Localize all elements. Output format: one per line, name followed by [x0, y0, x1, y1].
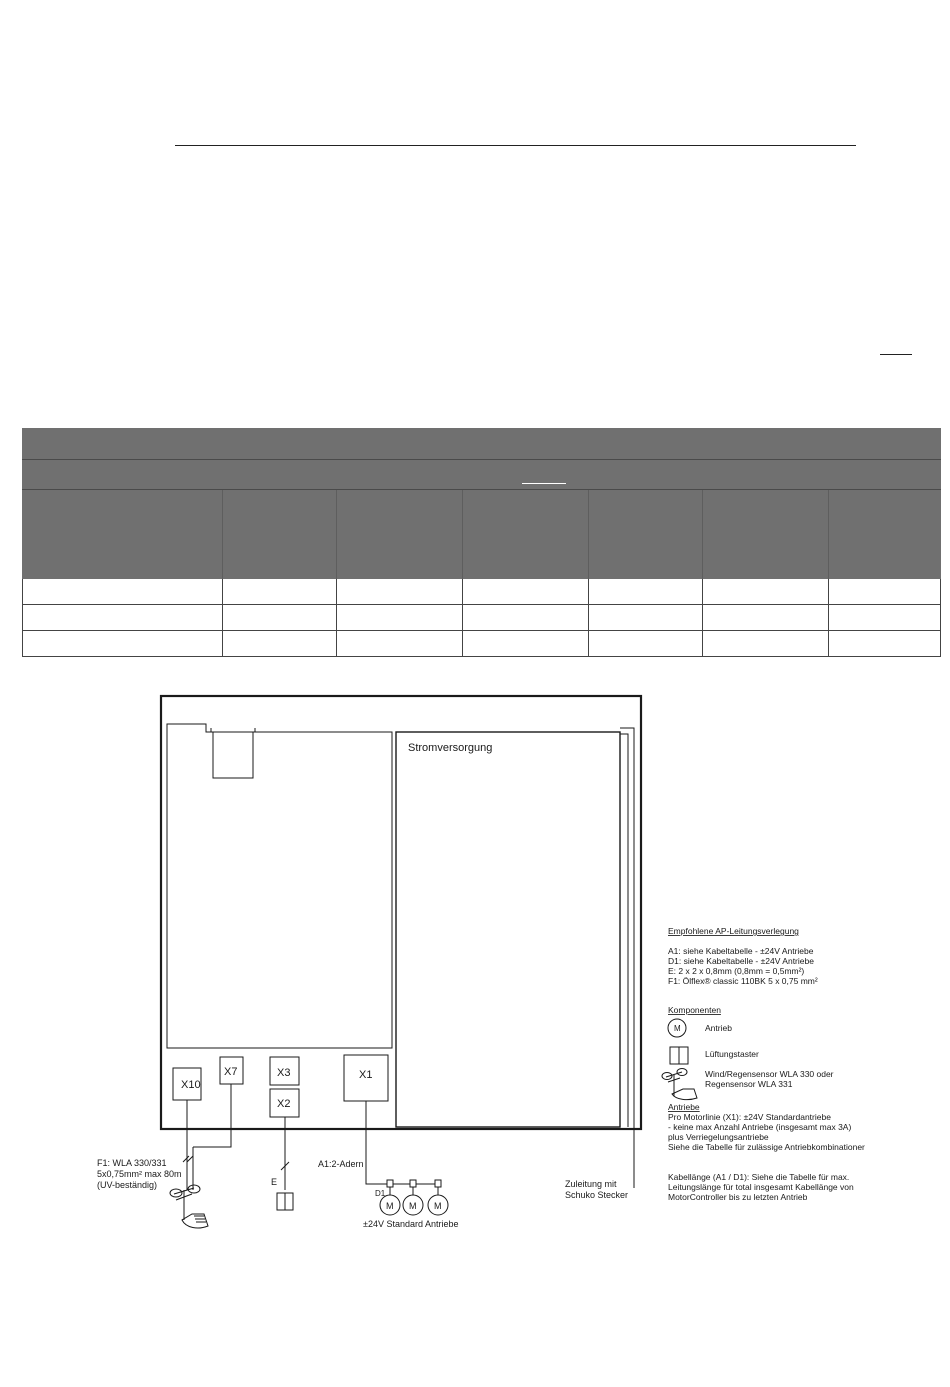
motor-icon	[403, 1195, 423, 1215]
legend-cable-length-line: MotorController bis zu letzten Antrieb	[668, 1192, 808, 1202]
drives-label: ±24V Standard Antriebe	[363, 1219, 459, 1229]
f1-label-line: F1: WLA 330/331	[97, 1158, 167, 1168]
legend-drives-line: Pro Motorlinie (X1): ±24V Standardantriebe	[668, 1112, 831, 1122]
legend-drives-line: - keine max Anzahl Antriebe (insgesamt max 3A)	[668, 1122, 852, 1132]
table-subtitle-band	[22, 459, 941, 489]
power-supply-label: Stromversorgung	[408, 742, 493, 754]
legend-cable-length-line: Kabellänge (A1 / D1): Siehe die Tabelle für max.	[668, 1172, 850, 1182]
legend-drives-line: Siehe die Tabelle für zulässige Antriebkombinationer	[668, 1142, 865, 1152]
board-connector	[213, 732, 253, 778]
motor-icon	[380, 1195, 400, 1215]
terminal-x7-label: X7	[224, 1066, 238, 1078]
terminal-x10	[173, 1068, 201, 1100]
small-rule	[880, 354, 912, 355]
a1-label: A1:2-Adern	[318, 1159, 364, 1169]
legend-sensor-line: Wind/Regensensor WLA 330 oder	[705, 1069, 834, 1079]
motor-glyph: M	[409, 1201, 417, 1211]
terminal-x10-label: X10	[181, 1079, 201, 1091]
controller-housing	[161, 696, 641, 1129]
motor-icon	[668, 1019, 686, 1037]
terminal-x1-label: X1	[359, 1069, 373, 1081]
terminal-x7	[220, 1057, 243, 1084]
legend-motor-glyph: M	[674, 1024, 681, 1033]
top-rule	[175, 145, 856, 146]
legend-sensor-line: Regensensor WLA 331	[705, 1079, 793, 1089]
vent-button-icon	[277, 1193, 293, 1210]
table-row	[23, 604, 940, 605]
terminal-x2-label: X2	[277, 1098, 291, 1110]
terminal-x1	[344, 1055, 388, 1101]
table-body	[22, 579, 941, 657]
legend-components-title: Komponenten	[668, 1005, 721, 1015]
wind-sensor-icon	[662, 1069, 697, 1100]
table-row	[23, 630, 940, 631]
legend-drives-line: plus Verriegelungsantriebe	[668, 1132, 769, 1142]
table-header-row	[22, 489, 941, 579]
vent-button-icon	[670, 1047, 688, 1064]
terminal-x3-label: X3	[277, 1067, 291, 1079]
table-title-band	[22, 428, 941, 459]
legend-cabling-line: A1: siehe Kabeltabelle - ±24V Antriebe	[668, 946, 814, 956]
motor-icon	[428, 1195, 448, 1215]
legend-cable-length-line: Leitungslänge für total insgesamt Kabellänge von	[668, 1182, 854, 1192]
legend-drives-title: Antriebe	[668, 1102, 700, 1112]
f1-label-line: (UV-beständig)	[97, 1180, 158, 1190]
motor-glyph: M	[434, 1201, 442, 1211]
e-label: E	[271, 1177, 278, 1187]
supply-label-line: Schuko Stecker	[565, 1190, 629, 1200]
motor-glyph: M	[386, 1201, 394, 1211]
legend-drive-label: Antrieb	[705, 1023, 732, 1033]
terminal-x2	[270, 1089, 299, 1117]
legend-button-label: Lüftungstaster	[705, 1049, 759, 1059]
terminal-x3	[270, 1057, 299, 1085]
supply-label-line: Zuleitung mit	[565, 1179, 617, 1189]
legend-cabling-title: Empfohlene AP-Leitungsverlegung	[668, 926, 799, 936]
power-supply-box	[396, 732, 620, 1127]
f1-label-line: 5x0,75mm² max 80m	[97, 1169, 182, 1179]
wind-sensor-icon	[170, 1185, 208, 1228]
legend-cabling-line: D1: siehe Kabeltabelle - ±24V Antriebe	[668, 956, 814, 966]
legend-cabling-line: F1: Ölflex® classic 110BK 5 x 0,75 mm²	[668, 976, 818, 986]
legend-cabling-line: E: 2 x 2 x 0,8mm (0,8mm = 0,5mm²)	[668, 966, 805, 976]
d1-label: D1	[375, 1189, 386, 1198]
